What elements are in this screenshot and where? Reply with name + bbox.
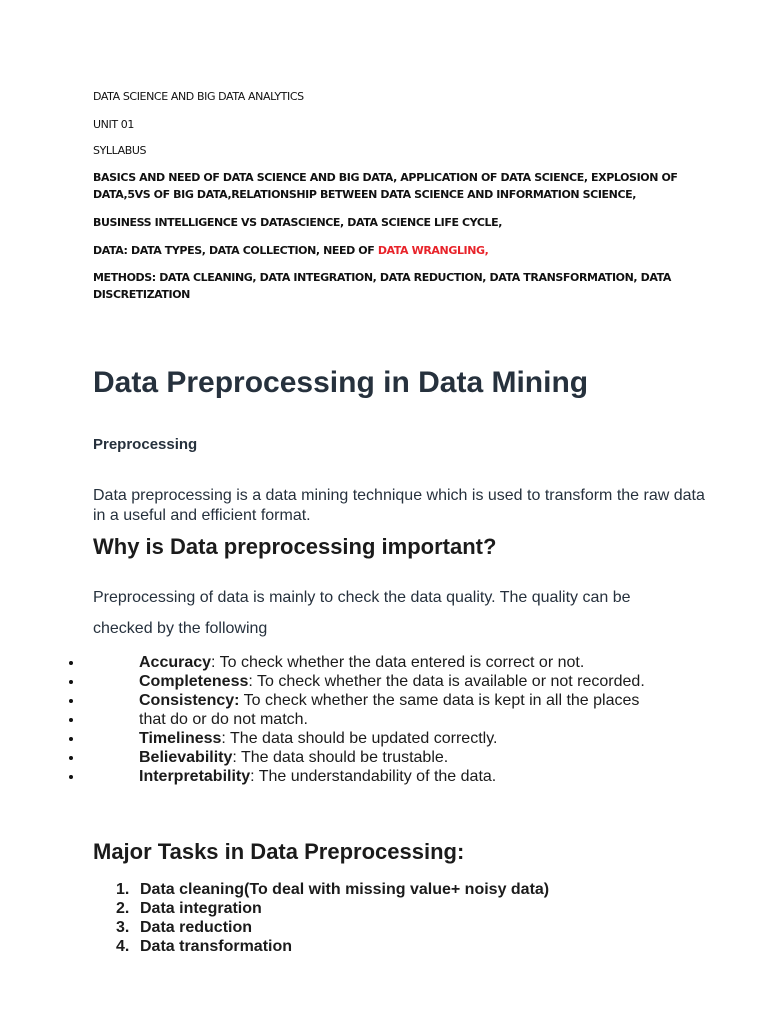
bullet-icon (69, 661, 73, 665)
list-item: 2. Data integration (116, 900, 262, 917)
quality-list (0, 653, 768, 786)
bullet-icon (69, 699, 73, 703)
list-item: 4. Data transformation (116, 938, 293, 955)
syllabus-line-4: METHODS: DATA CLEANING, DATA INTEGRATION, DATA REDUCTION, DATA TRANSFORMATION, DATA DISCRETIZATION (93, 271, 671, 301)
article-title: Data Preprocessing in Data Mining (93, 366, 589, 399)
bullet-icon (69, 756, 73, 760)
syllabus-label: SYLLABUS (93, 144, 147, 157)
why-line-2: checked by the following (93, 620, 268, 637)
list-item: Timeliness: The data should be updated correctly. (0, 729, 768, 748)
data-wrangling-highlight: DATA WRANGLING, (377, 244, 489, 257)
list-item: Completeness: To check whether the data is available or not recorded. (0, 672, 768, 691)
list-item: that do or do not match. (0, 710, 768, 729)
course-title: DATA SCIENCE AND BIG DATA ANALYTICS (93, 90, 304, 103)
list-item: 3. Data reduction (116, 919, 253, 936)
list-item: Believability: The data should be trustable. (0, 748, 768, 767)
why-heading: Why is Data preprocessing important? (93, 534, 497, 559)
intro-paragraph: Data preprocessing is a data mining technique which is used to transform the raw data in a useful and efficient format. (93, 487, 705, 524)
bullet-icon (69, 680, 73, 684)
bullet-icon (69, 737, 73, 741)
syllabus-line-1: BASICS AND NEED OF DATA SCIENCE AND BIG DATA, APPLICATION OF DATA SCIENCE, EXPLOSION OF DATA,5VS OF BIG DATA,RELATIONSHIP BETWEEN DATA SCIENCE AND INFORMATION SCIENCE, (93, 171, 678, 201)
tasks-list (0, 880, 768, 956)
list-item: 1. Data cleaning(To deal with missing value+ noisy data) (116, 881, 550, 898)
bullet-icon (69, 718, 73, 722)
list-item: Consistency: To check whether the same data is kept in all the places (0, 691, 768, 710)
why-line-1: Preprocessing of data is mainly to check the data quality. The quality can be (93, 589, 631, 606)
unit-label: UNIT 01 (93, 118, 134, 131)
tasks-heading: Major Tasks in Data Preprocessing: (93, 839, 465, 864)
syllabus-line-3 (93, 242, 723, 259)
syllabus-line-2: BUSINESS INTELLIGENCE VS DATASCIENCE, DATA SCIENCE LIFE CYCLE, (93, 216, 503, 229)
syllabus-line-3-prefix: DATA: DATA TYPES, DATA COLLECTION, NEED OF (93, 244, 378, 257)
bullet-icon (69, 775, 73, 779)
article-subtitle: Preprocessing (93, 436, 198, 453)
list-item: Interpretability: The understandability of the data. (0, 767, 768, 786)
list-item: Accuracy: To check whether the data entered is correct or not. (0, 653, 768, 672)
